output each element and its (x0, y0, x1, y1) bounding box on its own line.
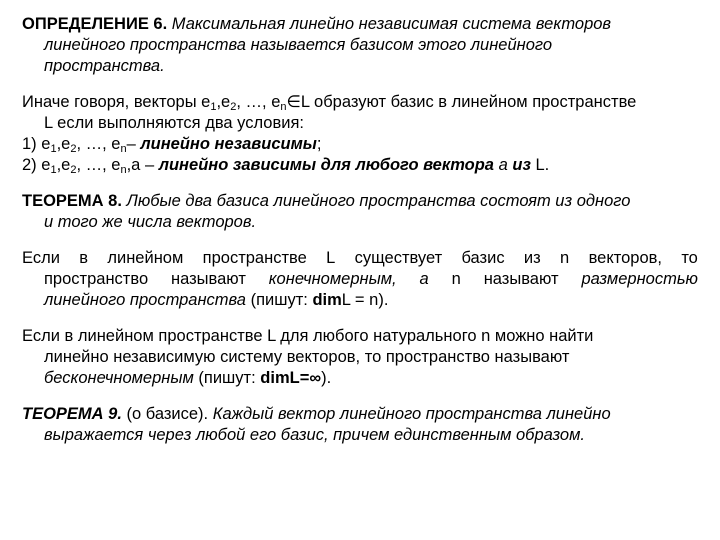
condition-1: 1) $e_1,e_2$, …, $e_n-$ линейно независимы; (22, 135, 322, 155)
definition-6-line-2: линейного пространства называется базисом этого линейного (44, 36, 553, 54)
definition-6-line-1: ОПРЕДЕЛЕНИЕ 6. Максимальная линейно независимая система векторов (22, 15, 612, 33)
dimension-definition (22, 248, 698, 311)
infinite-line-3: бесконечномерным (пишут: dimL=∞). (44, 369, 332, 387)
theorem-8 (22, 191, 698, 233)
theorem-9-heading: ТЕОРЕМА 9. (22, 405, 122, 423)
dimension-line-2: пространство называют конечномерным, а n называют размерностью (44, 270, 698, 288)
theorem-9-line-1: ТЕОРЕМА 9. (о базисе). Каждый вектор линейного пространства линейно (22, 405, 611, 423)
infinite-line-2: линейно независимую систему векторов, то пространство называют (44, 348, 570, 366)
theorem-9-line-2: выражается через любой его базис, причем единственным образом. (44, 426, 586, 444)
definition-6-line-3: пространства. (44, 57, 165, 75)
basis-line-1: Иначе говоря, векторы $e_1,e_2$, …, $e_n\in L$ образуют базис в линейном пространстве (22, 93, 637, 113)
theorem-8-line-2: и того же числа векторов. (44, 213, 257, 231)
dimension-line-1: Если в линейном пространстве L существует базис из n векторов, то (22, 249, 698, 267)
theorem-8-line-1: ТЕОРЕМА 8. Любые два базиса линейного пространства состоят из одного (22, 192, 631, 210)
definition-6-heading: ОПРЕДЕЛЕНИЕ 6. (22, 15, 168, 33)
definition-6 (22, 14, 698, 77)
theorem-9 (22, 404, 698, 446)
condition-2: 2) $e_1,e_2$, …, $e_n,a$ – линейно зависимы для любого вектора a из L. (22, 156, 550, 176)
basis-line-2: L если выполняются два условия: (44, 114, 304, 132)
infinite-line-1: Если в линейном пространстве L для любого натурального n можно найти (22, 327, 594, 345)
theorem-8-heading: ТЕОРЕМА 8. (22, 192, 122, 210)
dimension-line-3: линейного пространства (пишут: dimL = n). (44, 291, 389, 309)
basis-conditions (22, 92, 698, 176)
infinite-dimension (22, 326, 698, 389)
